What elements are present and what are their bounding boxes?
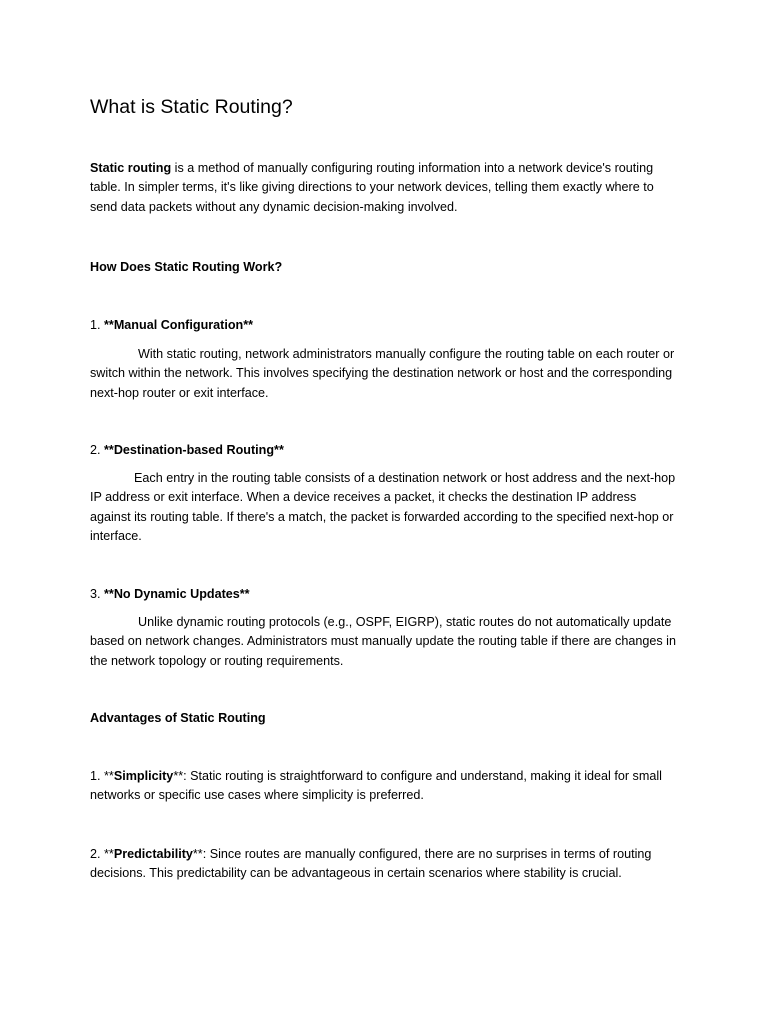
intro-paragraph	[90, 159, 680, 217]
how-item-3-heading	[90, 585, 680, 604]
how-item-1-number: 1.	[90, 318, 105, 332]
how-item-2-heading	[90, 441, 680, 460]
how-item-2-title: **Destination-based Routing**	[104, 443, 284, 457]
advantage-1-text: **: Static routing is straightforward to configure and understand, making it ideal for small networks or specific use cases where simplicity is preferred.	[90, 769, 662, 803]
how-item-2-body: Each entry in the routing table consists of a destination network or host address and the next-hop IP address or exit interface. When a device receives a packet, it checks the destination IP address against its routing table. If there's a match, the packet is forwarded according to the specified next-hop or interface.	[90, 471, 676, 543]
how-item-1-body: With static routing, network administrators manually configure the routing table on each router or switch within the network. This involves specifying the destination network or host and the corresponding next-hop router or exit interface.	[90, 347, 675, 400]
how-item-1-title: **Manual Configuration**	[104, 318, 254, 332]
advantage-2-text: **: Since routes are manually configured, there are no surprises in terms of routing decisions. This predictability can be advantageous in certain scenarios where stability is crucial.	[90, 847, 652, 881]
advantage-2-prefix: 2. **	[90, 847, 114, 861]
intro-term: Static routing	[90, 161, 172, 175]
how-item-1-heading	[90, 316, 680, 335]
how-item-3-body: Unlike dynamic routing protocols (e.g., OSPF, EIGRP), static routes do not automatically update based on network changes. Administrators must manually update the routing table if there are changes in the network topology or routing requirements.	[90, 615, 676, 668]
intro-text: is a method of manually configuring routing information into a network device's routing table. In simpler terms, it's like giving directions to your network devices, telling them exactly where to send data packets without any dynamic decision-making involved.	[90, 161, 654, 214]
advantage-1-term: Simplicity	[113, 769, 174, 783]
advantage-item-2	[90, 845, 680, 884]
page-title: What is Static Routing?	[90, 96, 293, 118]
advantage-1-prefix: 1. **	[90, 769, 114, 783]
how-item-3-number: 3.	[90, 587, 105, 601]
advantage-item-1	[90, 767, 680, 806]
how-item-2-number: 2.	[90, 443, 105, 457]
how-item-3-title: **No Dynamic Updates**	[104, 587, 250, 601]
how-heading: How Does Static Routing Work?	[90, 260, 283, 274]
advantages-heading: Advantages of Static Routing	[90, 711, 266, 725]
advantage-2-term: Predictability	[113, 847, 193, 861]
